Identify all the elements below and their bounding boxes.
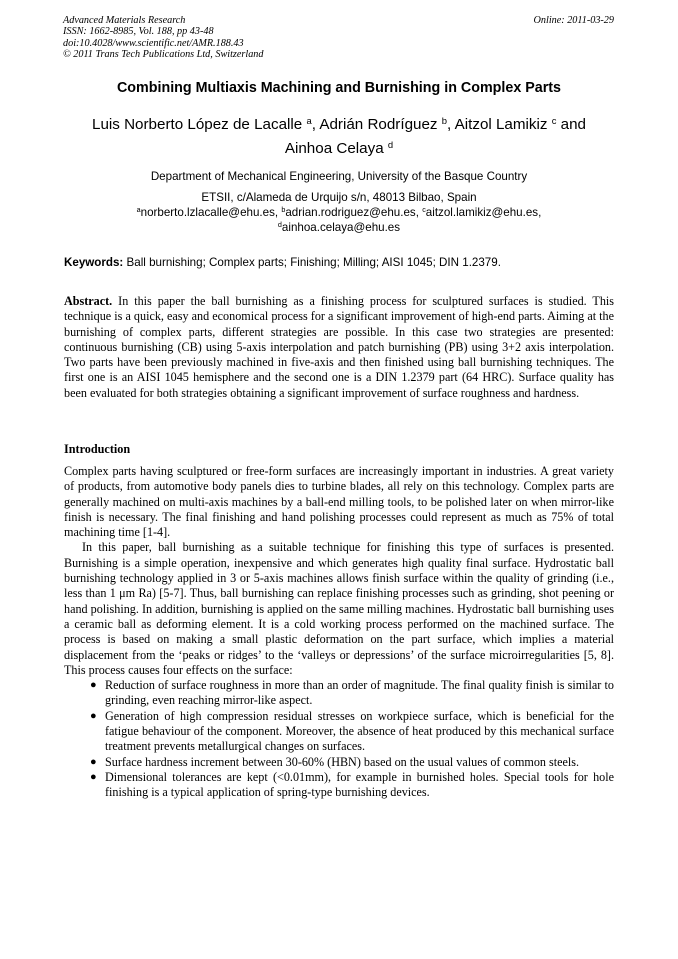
author-affil-mark: b <box>441 114 447 126</box>
effects-list <box>64 678 614 800</box>
bullet-icon: ● <box>90 770 97 783</box>
affiliation-department: Department of Mechanical Engineering, University of the Basque Country <box>150 170 528 183</box>
list-item: ● Generation of high compression residual stresses on workpiece surface, which is beneficial for the fatigue behaviour of the component. Moreover, the absence of heat produced by this mechanical surface treatment prevents metallurgical changes on surfaces. <box>90 708 614 754</box>
author-affil-mark: d <box>387 138 394 150</box>
author-conjunction: and <box>560 116 586 133</box>
email-link[interactable]: aitzol.lamikiz@ehu.es <box>425 206 539 219</box>
email-link[interactable]: norberto.lzlacalle@ehu.es <box>140 206 275 219</box>
intro-paragraph: In this paper, ball burnishing as a suitable technique for finishing this type of surfaces is presented. Burnishing is a simple operation, inexpensive and which generates high quality final surface. Hydrostatic ball burnishing technology applied in 3 or 5-axis machines allows finish surface within the quality of grinding (i.e., less than 1 μm Ra) [5-7]. Thus, ball burnishing can replace finishing processes such as grinding, shot peening or hand polishing. In addition, burnishing is applied on the same milling machines. Hydrostatic ball burnishing uses a ceramic ball as deforming element. It is a cold working process performed on the machined surface. The process is based on making a small plastic deformation on the part surface, which implies a material displacement from the ‘peaks or ridges’ to the ‘valleys or depressions’ of the surface microirregularities [5, 8]. This process causes four effects on the surface: <box>64 540 614 677</box>
journal-header <box>63 15 263 60</box>
author-separator: , <box>447 116 452 133</box>
list-item: ● Dimensional tolerances are kept (<0.01mm), for example in burnished holes. Special tools for hole finishing is a typical application of spring-type burnishing devices. <box>90 769 614 800</box>
author-line-1 <box>40 113 638 137</box>
author-affil-mark: c <box>551 114 557 126</box>
doi-line: doi:10.4028/www.scientific.net/AMR.188.43 <box>63 37 244 49</box>
keywords-text: Ball burnishing; Complex parts; Finishing; Milling; AISI 1045; DIN 1.2379. <box>126 256 501 269</box>
list-item: ● Surface hardness increment between 30-60% (HBN) based on the usual values of common steels. <box>90 754 580 769</box>
keywords <box>64 255 616 270</box>
email-mark: a <box>136 205 141 215</box>
section-heading-introduction: Introduction <box>64 442 131 456</box>
author-separator: , <box>311 116 316 133</box>
bullet-icon: ● <box>90 755 97 768</box>
author-name: Luis Norberto López de Lacalle <box>92 116 303 133</box>
journal-name: Advanced Materials Research <box>63 15 186 26</box>
paper-title: Combining Multiaxis Machining and Burnishing in Complex Parts <box>116 80 562 96</box>
copyright-line: © 2011 Trans Tech Publications Ltd, Switzerland <box>63 48 264 60</box>
author-list <box>40 113 638 161</box>
author-affil-mark: a <box>306 114 312 126</box>
online-date: Online: 2011-03-29 <box>533 15 614 26</box>
author-line-2 <box>40 137 638 161</box>
introduction-body <box>64 464 614 801</box>
email-line-2 <box>40 220 638 235</box>
list-item: ● Reduction of surface roughness in more than an order of magnitude. The final quality finish is similar to grinding, even reaching mirror-like aspect. <box>90 678 614 708</box>
issn-line: ISSN: 1662-8985, Vol. 188, pp 43-48 <box>63 26 214 38</box>
keywords-label: Keywords: <box>64 256 124 269</box>
intro-paragraph: Complex parts having sculptured or free-form surfaces are increasingly important in industries. A great variety of products, from automotive body panels dies to turbine blades, all rely on this technology. Complex parts are generally machined on multi-axis machines by a ball-end milling tools, to be polished later on when mirror-like finish is necessary. The final finishing and hand polishing processes could represent as much as 75% of total machining time [1-4]. <box>64 464 614 540</box>
email-link[interactable]: adrian.rodriguez@ehu.es <box>285 206 416 219</box>
author-name: Ainhoa Celaya <box>284 140 384 157</box>
author-name: Adrián Rodríguez <box>319 116 438 133</box>
email-mark: d <box>277 220 282 230</box>
abstract-label: Abstract. <box>64 294 113 308</box>
email-link[interactable]: ainhoa.celaya@ehu.es <box>281 221 401 234</box>
author-name: Aitzol Lamikiz <box>454 116 548 133</box>
email-mark: c <box>422 205 426 215</box>
email-line-1: $^a$norberto.lzlacalle@ehu.es, $^b$adrian.rodriguez@ehu.es, $^c$aitzol.lamikiz@ehu.es, <box>136 205 542 219</box>
affiliation-address: ETSII, c/Alameda de Urquijo s/n, 48013 Bilbao, Spain <box>201 191 477 204</box>
bullet-icon: ● <box>90 709 97 722</box>
bullet-icon: ● <box>90 679 97 692</box>
affiliation <box>40 166 638 208</box>
author-emails <box>40 205 638 235</box>
email-mark: b <box>281 205 286 215</box>
abstract-text: In this paper the ball burnishing as a finishing process for sculptured surfaces is studied. This technique is a quick, easy and economical process for a significant improvement of high-end parts. Aiming at the burnishing of complex parts, different strategies are possible. In this case two strategies are presented: continuous burnishing (CB) using 5-axis interpolation and patch burnishing (PB) using 3+2 axis interpolation. Two parts have been previously machined in five-axis and then finished using ball burnishing techniques. The first one is an AISI 1045 hemisphere and the second one is a DIN 1.2379 part (64 HRC). Surface quality has been evaluated for both strategies obtaining a significant improvement of surface roughness and hardness. <box>64 294 614 400</box>
abstract <box>64 294 614 401</box>
